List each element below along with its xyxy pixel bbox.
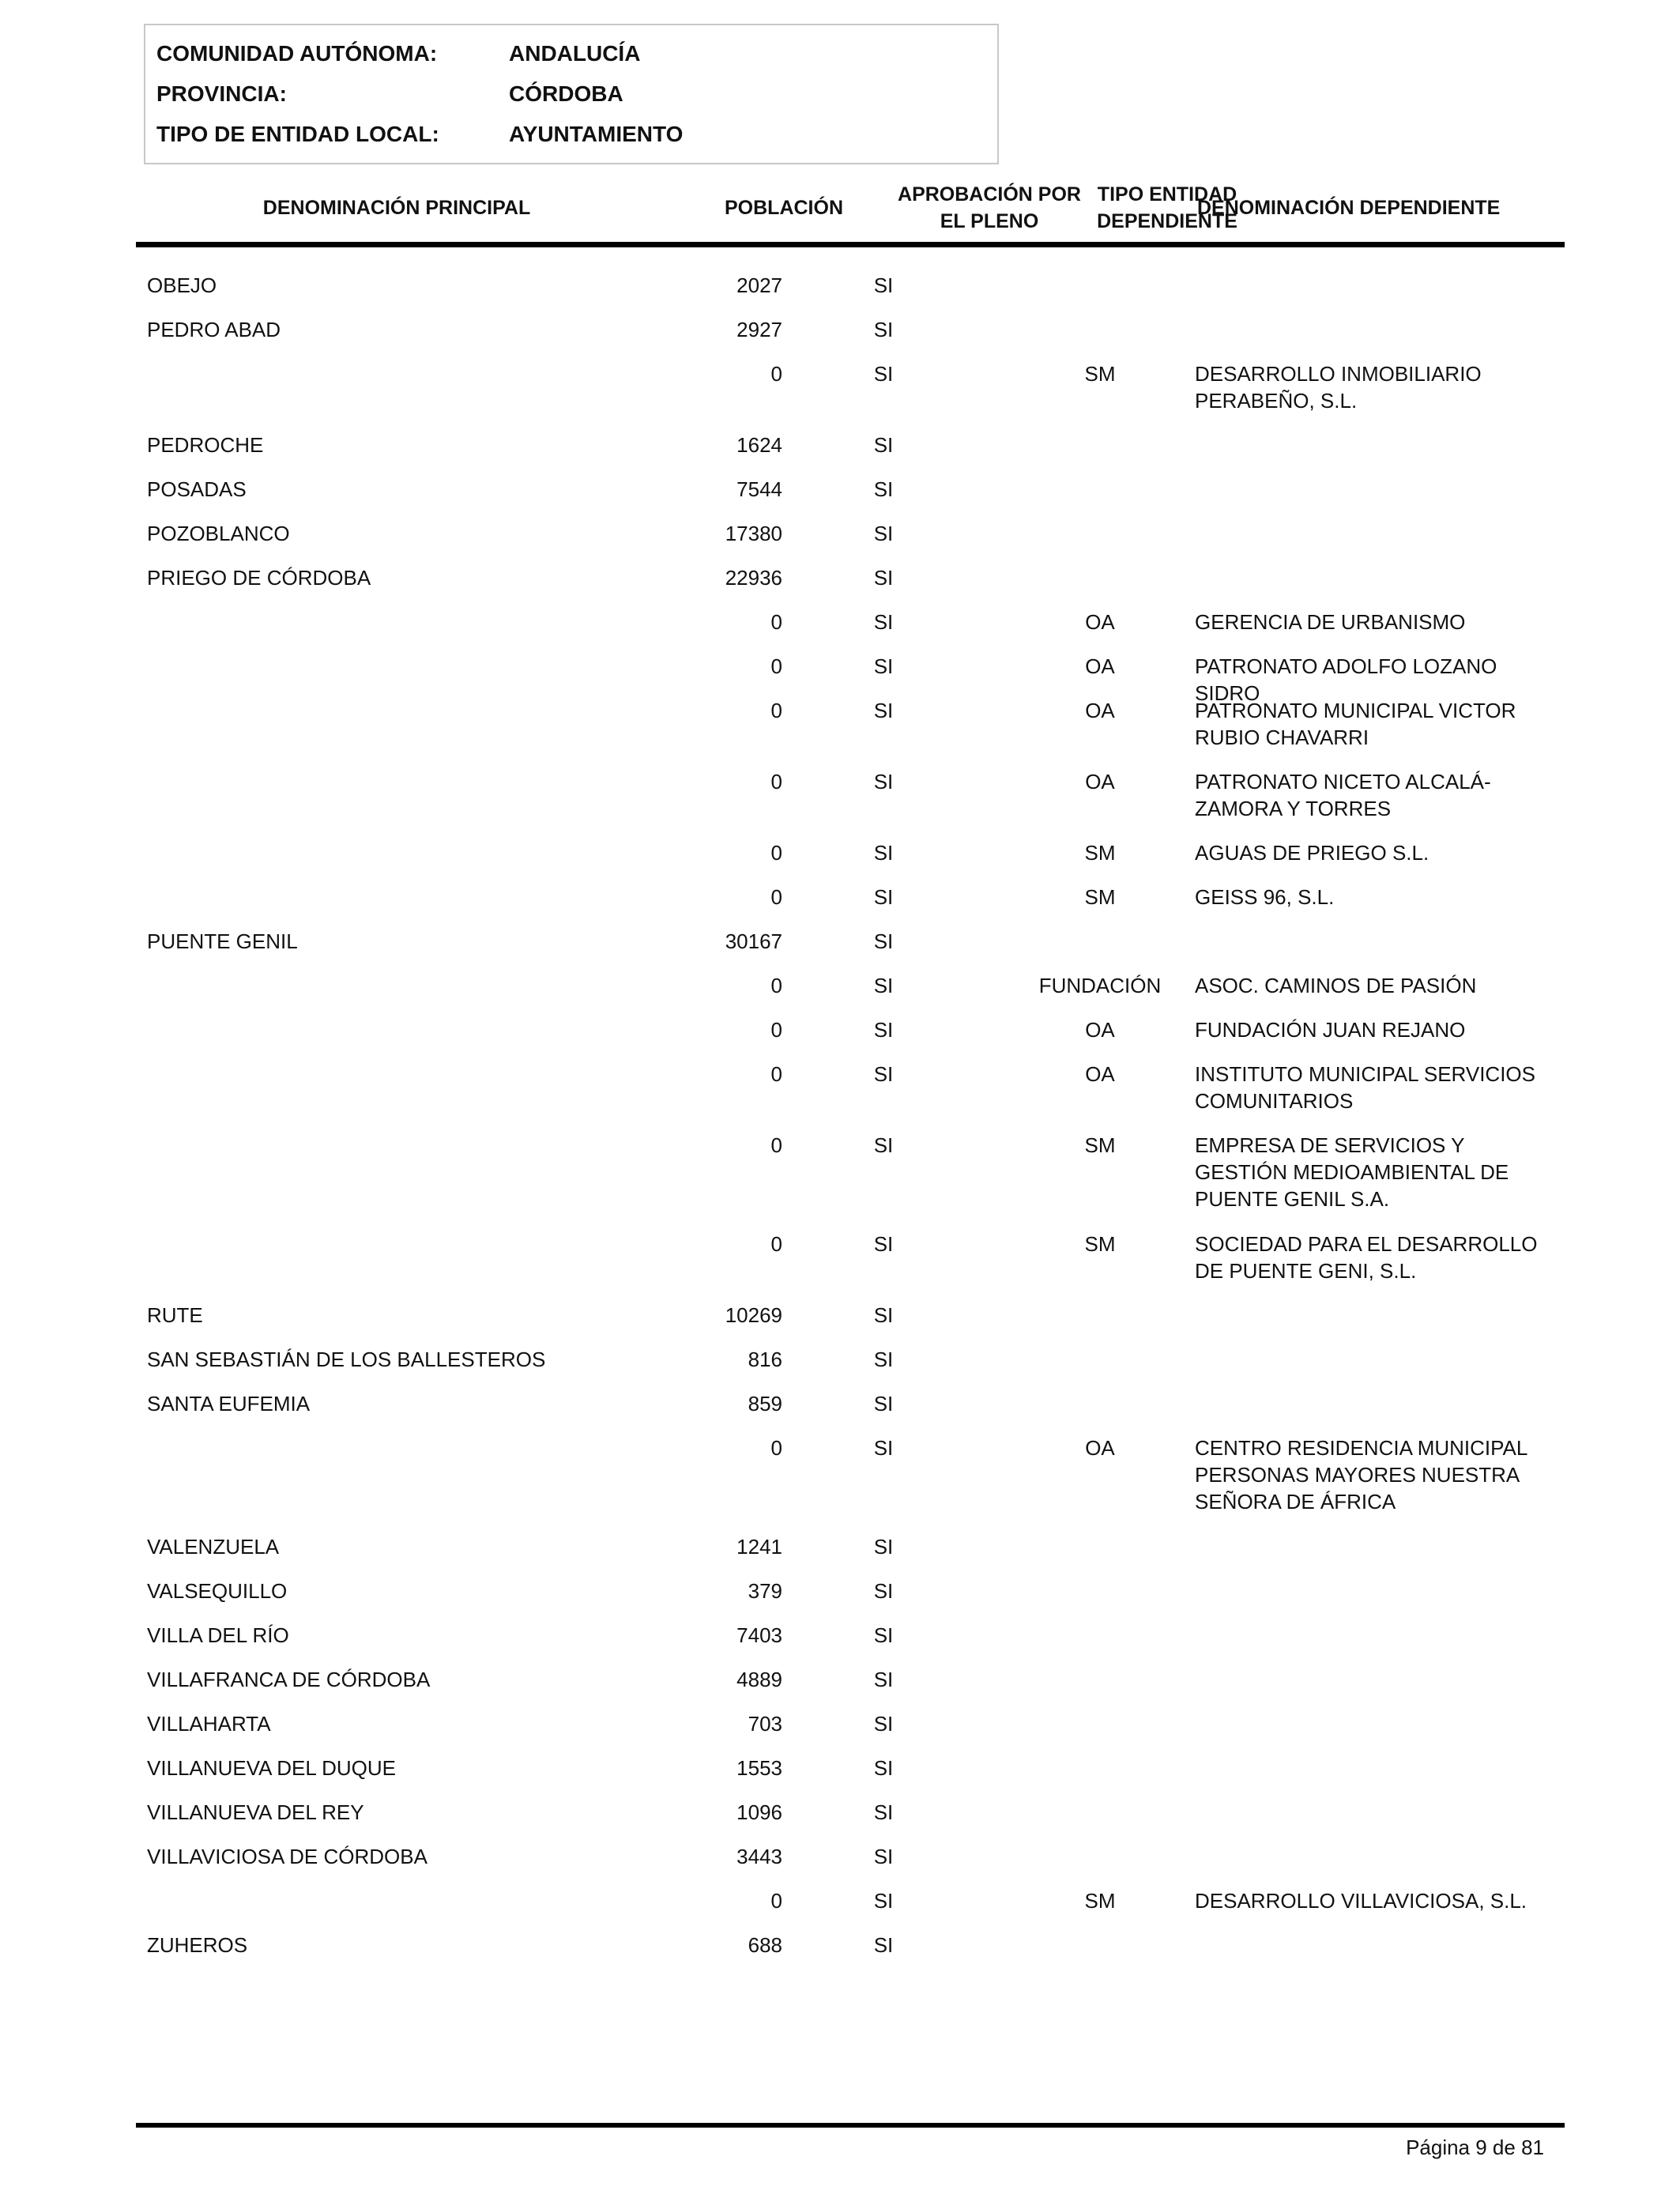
cell-aprobacion: SI [873, 1712, 894, 1736]
cell-poblacion: 703 [748, 1712, 782, 1736]
cell-aprobacion: SI [873, 654, 894, 678]
cell-poblacion: 0 [770, 1436, 782, 1460]
cell-tipo-entidad: OA [1085, 1062, 1115, 1086]
cell-poblacion: 10269 [725, 1303, 782, 1327]
cell-denominacion: VILLANUEVA DEL REY [147, 1800, 364, 1824]
cell-aprobacion: SI [873, 522, 894, 545]
cell-denominacion-dependiente: SOCIEDAD PARA EL DESARROLLO DE PUENTE GENI, S.L. [1195, 1232, 1538, 1283]
cell-poblacion: 0 [770, 654, 782, 678]
cell-denominacion: VILLANUEVA DEL DUQUE [147, 1756, 396, 1780]
cell-poblacion: 0 [770, 974, 782, 997]
cell-denominacion: RUTE [147, 1303, 203, 1327]
cell-aprobacion: SI [873, 770, 894, 794]
cell-denominacion: PEDROCHE [147, 433, 264, 457]
cell-poblacion: 0 [770, 1018, 782, 1042]
cell-denominacion: SANTA EUFEMIA [147, 1392, 311, 1416]
cell-aprobacion: SI [873, 1889, 894, 1913]
cell-tipo-entidad: FUNDACIÓN [1038, 974, 1162, 997]
cell-tipo-entidad: SM [1084, 841, 1116, 865]
cell-denominacion: VILLAFRANCA DE CÓRDOBA [147, 1668, 431, 1691]
cell-tipo-entidad: OA [1085, 654, 1115, 678]
cell-poblacion: 0 [770, 1062, 782, 1086]
cell-aprobacion: SI [873, 1018, 894, 1042]
cell-poblacion: 1553 [736, 1756, 782, 1780]
column-header-poblacion: POBLACIÓN [725, 197, 843, 219]
column-header-denominacion-dependiente: DENOMINACIÓN DEPENDIENTE [1197, 197, 1501, 219]
column-header-aprobacion: APROBACIÓN POR EL PLENO [898, 183, 1081, 232]
column-header-tipo-entidad: TIPO ENTIDAD DEPENDIENTE [1097, 183, 1237, 232]
cell-aprobacion: SI [873, 433, 894, 457]
cell-aprobacion: SI [873, 1668, 894, 1691]
cell-tipo-entidad: OA [1085, 1436, 1115, 1460]
cell-poblacion: 0 [770, 770, 782, 794]
tipo-entidad-value: AYUNTAMIENTO [509, 122, 684, 146]
cell-poblacion: 0 [770, 610, 782, 634]
cell-denominacion-dependiente: ASOC. CAMINOS DE PASIÓN [1195, 974, 1477, 997]
cell-denominacion: VILLAVICIOSA DE CÓRDOBA [147, 1845, 428, 1868]
cell-tipo-entidad: SM [1084, 362, 1116, 386]
cell-poblacion: 0 [770, 841, 782, 865]
cell-poblacion: 816 [748, 1348, 782, 1371]
cell-poblacion: 0 [770, 1133, 782, 1157]
cell-aprobacion: SI [873, 1623, 894, 1647]
comunidad-label: COMUNIDAD AUTÓNOMA: [156, 41, 438, 66]
cell-poblacion: 30167 [725, 929, 782, 953]
provincia-value: CÓRDOBA [509, 81, 623, 106]
cell-poblacion: 7544 [736, 477, 782, 501]
cell-denominacion-dependiente: CENTRO RESIDENCIA MUNICIPAL PERSONAS MAYORES NUESTRA SEÑORA DE ÁFRICA [1195, 1436, 1527, 1514]
tipo-entidad-label: TIPO DE ENTIDAD LOCAL: [156, 122, 439, 146]
cell-aprobacion: SI [873, 929, 894, 953]
cell-aprobacion: SI [873, 1348, 894, 1371]
cell-aprobacion: SI [873, 1133, 894, 1157]
cell-aprobacion: SI [873, 477, 894, 501]
cell-denominacion-dependiente: AGUAS DE PRIEGO S.L. [1195, 841, 1430, 865]
cell-denominacion: VILLAHARTA [147, 1712, 271, 1736]
cell-tipo-entidad: SM [1084, 1889, 1116, 1913]
cell-denominacion-dependiente: DESARROLLO VILLAVICIOSA, S.L. [1195, 1889, 1527, 1913]
cell-tipo-entidad: OA [1085, 610, 1115, 634]
cell-aprobacion: SI [873, 1800, 894, 1824]
cell-denominacion: POSADAS [147, 477, 247, 501]
cell-aprobacion: SI [873, 841, 894, 865]
cell-poblacion: 0 [770, 885, 782, 909]
cell-poblacion: 1624 [736, 433, 782, 457]
cell-aprobacion: SI [873, 1933, 894, 1957]
cell-denominacion: VILLA DEL RÍO [147, 1623, 289, 1647]
cell-poblacion: 0 [770, 362, 782, 386]
cell-denominacion: VALSEQUILLO [147, 1579, 288, 1603]
cell-tipo-entidad: SM [1084, 1133, 1116, 1157]
cell-poblacion: 688 [748, 1933, 782, 1957]
cell-aprobacion: SI [873, 1579, 894, 1603]
cell-poblacion: 0 [770, 1889, 782, 1913]
cell-aprobacion: SI [873, 362, 894, 386]
cell-tipo-entidad: SM [1084, 1232, 1116, 1256]
cell-denominacion: ZUHEROS [147, 1933, 248, 1957]
cell-poblacion: 17380 [725, 522, 782, 545]
cell-aprobacion: SI [873, 1535, 894, 1559]
cell-denominacion: OBEJO [147, 273, 217, 297]
cell-aprobacion: SI [873, 1303, 894, 1327]
cell-denominacion-dependiente: FUNDACIÓN JUAN REJANO [1195, 1018, 1466, 1042]
cell-aprobacion: SI [873, 885, 894, 909]
cell-poblacion: 7403 [736, 1623, 782, 1647]
cell-tipo-entidad: OA [1085, 770, 1115, 794]
cell-aprobacion: SI [873, 974, 894, 997]
cell-poblacion: 1096 [736, 1800, 782, 1824]
column-header-denominacion: DENOMINACIÓN PRINCIPAL [262, 197, 531, 219]
cell-denominacion-dependiente: GEISS 96, S.L. [1195, 885, 1335, 909]
cell-denominacion-dependiente: INSTITUTO MUNICIPAL SERVICIOS COMUNITARIOS [1195, 1062, 1535, 1113]
cell-denominacion: SAN SEBASTIÁN DE LOS BALLESTEROS [147, 1348, 546, 1371]
cell-denominacion-dependiente: DESARROLLO INMOBILIARIO PERABEÑO, S.L. [1195, 362, 1482, 413]
cell-aprobacion: SI [873, 1062, 894, 1086]
comunidad-value: ANDALUCÍA [509, 41, 641, 66]
cell-aprobacion: SI [873, 1756, 894, 1780]
cell-aprobacion: SI [873, 273, 894, 297]
cell-poblacion: 2927 [736, 318, 782, 341]
cell-denominacion-dependiente: PATRONATO NICETO ALCALÁ-ZAMORA Y TORRES [1195, 770, 1491, 820]
footer-divider [136, 2123, 1565, 2128]
cell-denominacion-dependiente: PATRONATO MUNICIPAL VICTOR RUBIO CHAVARRI [1195, 699, 1516, 749]
cell-poblacion: 2027 [736, 273, 782, 297]
cell-denominacion: PUENTE GENIL [147, 929, 298, 953]
cell-tipo-entidad: OA [1085, 1018, 1115, 1042]
cell-tipo-entidad: OA [1085, 699, 1115, 722]
cell-denominacion-dependiente: EMPRESA DE SERVICIOS Y GESTIÓN MEDIOAMBIENTAL DE PUENTE GENIL S.A. [1195, 1133, 1509, 1211]
cell-aprobacion: SI [873, 1436, 894, 1460]
cell-poblacion: 3443 [736, 1845, 782, 1868]
cell-aprobacion: SI [873, 1392, 894, 1416]
cell-poblacion: 859 [748, 1392, 782, 1416]
cell-aprobacion: SI [873, 1232, 894, 1256]
cell-denominacion: PRIEGO DE CÓRDOBA [147, 566, 371, 590]
cell-poblacion: 4889 [736, 1668, 782, 1691]
cell-poblacion: 0 [770, 699, 782, 722]
cell-aprobacion: SI [873, 610, 894, 634]
provincia-label: PROVINCIA: [156, 81, 287, 106]
cell-denominacion: VALENZUELA [147, 1535, 280, 1559]
cell-poblacion: 22936 [725, 566, 782, 590]
cell-poblacion: 379 [748, 1579, 782, 1603]
cell-poblacion: 1241 [736, 1535, 782, 1559]
page-number: Página 9 de 81 [1406, 2136, 1544, 2159]
cell-poblacion: 0 [770, 1232, 782, 1256]
cell-aprobacion: SI [873, 699, 894, 722]
cell-denominacion: PEDRO ABAD [147, 318, 281, 341]
cell-denominacion: POZOBLANCO [147, 522, 290, 545]
cell-denominacion-dependiente: PATRONATO ADOLFO LOZANO SIDRO [1195, 654, 1497, 705]
cell-aprobacion: SI [873, 1845, 894, 1868]
cell-tipo-entidad: SM [1084, 885, 1116, 909]
cell-aprobacion: SI [873, 566, 894, 590]
cell-denominacion-dependiente: GERENCIA DE URBANISMO [1195, 610, 1466, 634]
cell-aprobacion: SI [873, 318, 894, 341]
